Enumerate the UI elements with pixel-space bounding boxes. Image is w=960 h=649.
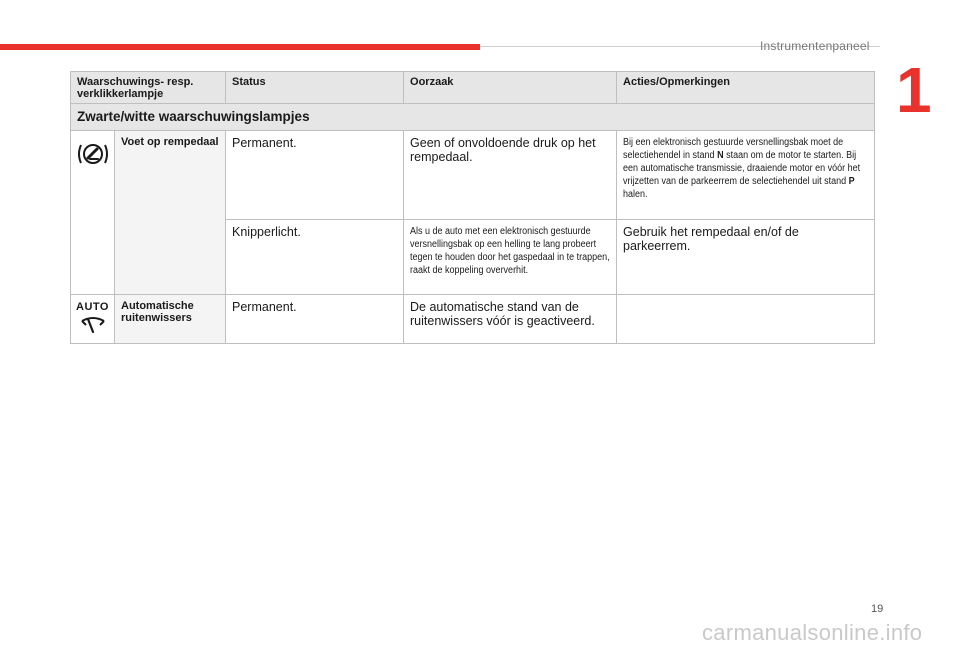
table-row	[71, 295, 875, 344]
section-title: Instrumentenpaneel	[760, 39, 870, 53]
warning-lights-table	[70, 71, 875, 344]
icon-cell	[71, 295, 115, 344]
chapter-number: 1	[896, 54, 932, 126]
lamp-name-auto-wipers: Automatische ruitenwissers	[115, 295, 226, 344]
watermark: carmanualsonline.info	[702, 620, 923, 645]
cause-cell: Als u de auto met een elektronisch gestuurde versnellingsbak op een helling te lang probeert tegen te houden door het gaspedaal in te trappen, raakt de koppeling oververhit.	[404, 220, 617, 295]
action-cell	[617, 295, 875, 344]
status-cell: Permanent.	[226, 295, 404, 344]
page-number: 19	[871, 603, 884, 615]
band-row	[71, 104, 875, 131]
table-row	[71, 131, 875, 220]
column-header-cause: Oorzaak	[404, 72, 617, 104]
column-header-lamp: Waarschuwings- resp. verklikkerlampje	[71, 72, 226, 104]
action-cell: Gebruik het rempedaal en/of de parkeerrem.	[617, 220, 875, 295]
status-cell: Permanent.	[226, 131, 404, 220]
cause-cell: De automatische stand van de ruitenwissers vóór is geactiveerd.	[404, 295, 617, 344]
status-cell: Knipperlicht.	[226, 220, 404, 295]
band-title: Zwarte/witte waarschuwingslampjes	[71, 104, 875, 131]
column-header-status: Status	[226, 72, 404, 104]
auto-wiper-icon	[79, 313, 107, 335]
action-cell: Bij een elektronisch gestuurde versnellingsbak moet de selectiehendel in stand N staan om de motor te starten. Bij een automatische transmissie, draaiende motor en vóór het vrijzetten van de parkeerrem de selectiehendel uit stand P halen.	[617, 131, 875, 220]
brake-pedal-icon	[76, 141, 110, 167]
auto-label: AUTO	[76, 301, 109, 313]
table-header-row	[71, 72, 875, 104]
cause-cell: Geen of onvoldoende druk op het rempedaal.	[404, 131, 617, 220]
icon-cell	[71, 131, 115, 295]
column-header-actions: Acties/Opmerkingen	[617, 72, 875, 104]
header-red-bar	[0, 44, 480, 50]
lamp-name-brake-pedal: Voet op rempedaal	[115, 131, 226, 295]
